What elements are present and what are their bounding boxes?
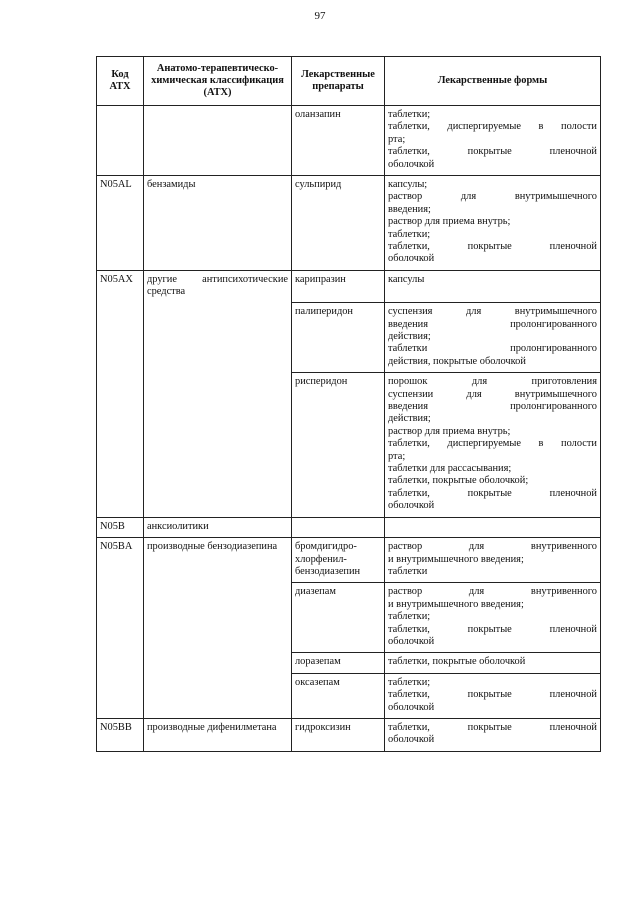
page-number: 97 xyxy=(314,10,326,22)
dosage-forms-cell xyxy=(385,373,601,517)
dosage-form-line: таблетки, покрытые пленочной xyxy=(388,623,597,635)
atx-classification-cell: бензамиды xyxy=(144,176,292,271)
drug-name-cell: карипразин xyxy=(292,270,385,302)
table-row xyxy=(97,718,601,751)
atx-table-container xyxy=(96,56,600,752)
atx-code-cell: N05BA xyxy=(97,538,144,583)
drug-name-cell: оксазепам xyxy=(292,673,385,718)
dosage-form-line: таблетки, покрытые оболочкой; xyxy=(388,475,529,487)
drug-name-cell: сульпирид xyxy=(292,176,385,271)
dosage-form-line: таблетки; xyxy=(388,109,431,120)
atx-classification-cell xyxy=(144,373,292,517)
table-header-row xyxy=(97,57,601,106)
dosage-form-line: оболочкой xyxy=(388,253,435,265)
dosage-form-line: оболочкой xyxy=(388,701,435,713)
table-row xyxy=(97,673,601,718)
dosage-forms-cell xyxy=(385,583,601,653)
atx-code-cell: N05B xyxy=(97,517,144,537)
dosage-form-line: оболочкой xyxy=(388,500,435,512)
dosage-form-line: таблетки, диспергируемые в полости xyxy=(388,438,597,450)
dosage-forms-cell xyxy=(385,673,601,718)
dosage-forms-cell xyxy=(385,303,601,373)
drug-name-cell: диазепам xyxy=(292,583,385,653)
header-code: Код АТХ xyxy=(97,57,144,106)
dosage-form-line: таблетки, покрытые пленочной xyxy=(388,487,597,499)
dosage-form-line: таблетки для рассасывания; xyxy=(388,463,512,475)
dosage-form-line: раствор для приема внутрь; xyxy=(388,425,511,437)
dosage-form-line: действия; xyxy=(388,413,431,425)
dosage-form-line: действия, покрытые оболочкой xyxy=(388,355,526,367)
table-row xyxy=(97,583,601,653)
dosage-form-line: введения; xyxy=(388,203,431,215)
table-row xyxy=(97,106,601,176)
drug-name-cell: рисперидон xyxy=(292,373,385,517)
atx-classification-cell xyxy=(144,303,292,373)
dosage-form-line: таблетки, покрытые пленочной xyxy=(388,146,597,158)
drug-name-cell: бромдигидро-хлорфенил-бензодиазепин xyxy=(292,538,385,583)
dosage-forms-cell xyxy=(385,517,601,537)
dosage-form-line: суспензия для внутримышечного xyxy=(388,306,597,318)
dosage-form-line: оболочкой xyxy=(388,734,435,746)
dosage-forms-cell xyxy=(385,270,601,302)
atx-classification-cell xyxy=(144,583,292,653)
drug-name-cell: оланзапин xyxy=(292,106,385,176)
atx-code-cell xyxy=(97,373,144,517)
table-row xyxy=(97,517,601,537)
atx-table xyxy=(96,56,601,752)
atx-classification-cell xyxy=(144,653,292,673)
dosage-form-line: таблетки, покрытые оболочкой xyxy=(388,656,526,668)
table-row xyxy=(97,653,601,673)
drug-name-cell xyxy=(292,517,385,537)
header-forms: Лекарственные формы xyxy=(385,57,601,106)
atx-classification-cell xyxy=(144,106,292,176)
atx-code-cell: N05BB xyxy=(97,718,144,751)
header-drugs: Лекарственные препараты xyxy=(292,57,385,106)
table-row xyxy=(97,303,601,373)
atx-classification-cell: производные дифенилметана xyxy=(144,718,292,751)
dosage-form-line: раствор для приема внутрь; xyxy=(388,216,511,228)
dosage-form-line: оболочкой xyxy=(388,158,435,170)
atx-classification-cell: производные бензодиазепина xyxy=(144,538,292,583)
dosage-form-line: таблетки; xyxy=(388,611,431,623)
dosage-form-line: суспензии для внутримышечного xyxy=(388,388,597,400)
table-row xyxy=(97,270,601,302)
atx-code-cell: N05AX xyxy=(97,270,144,302)
table-body xyxy=(97,106,601,752)
atx-code-cell: N05AL xyxy=(97,176,144,271)
table-row xyxy=(97,176,601,271)
dosage-form-line: таблетки, покрытые пленочной xyxy=(388,689,597,701)
atx-classification-cell xyxy=(144,673,292,718)
dosage-form-line: действия; xyxy=(388,331,431,342)
drug-name-cell: лоразепам xyxy=(292,653,385,673)
drug-name-cell: гидроксизин xyxy=(292,718,385,751)
dosage-forms-cell xyxy=(385,176,601,271)
dosage-form-line: введения пролонгированного xyxy=(388,401,597,413)
dosage-form-line: капсулы xyxy=(388,273,425,285)
dosage-form-line: раствор для внутривенного xyxy=(388,541,597,553)
dosage-form-line: порошок для приготовления xyxy=(388,376,597,388)
dosage-form-line: и внутримышечного введения; xyxy=(388,598,524,610)
dosage-form-line: таблетки, диспергируемые в полости xyxy=(388,121,597,133)
dosage-form-line: рта; xyxy=(388,133,406,145)
dosage-forms-cell xyxy=(385,653,601,673)
dosage-form-line: таблетки; xyxy=(388,676,431,688)
dosage-form-line: и внутримышечного введения; xyxy=(388,553,524,565)
dosage-form-line: раствор для внутривенного xyxy=(388,586,597,598)
atx-code-cell xyxy=(97,303,144,373)
atx-code-cell xyxy=(97,673,144,718)
atx-code-cell xyxy=(97,106,144,176)
dosage-forms-cell xyxy=(385,106,601,176)
atx-code-cell xyxy=(97,653,144,673)
table-row xyxy=(97,373,601,517)
dosage-forms-cell xyxy=(385,538,601,583)
dosage-form-line: таблетки, покрытые пленочной xyxy=(388,241,597,253)
dosage-form-line: таблетки пролонгированного xyxy=(388,343,597,355)
dosage-form-line: таблетки xyxy=(388,565,428,577)
dosage-form-line: оболочкой xyxy=(388,635,435,647)
dosage-forms-cell xyxy=(385,718,601,751)
table-row xyxy=(97,538,601,583)
dosage-form-line: раствор для внутримышечного xyxy=(388,191,597,203)
dosage-form-line: таблетки; xyxy=(388,228,431,240)
dosage-form-line: капсулы; xyxy=(388,179,428,191)
dosage-form-line: введения пролонгированного xyxy=(388,318,597,330)
atx-classification-cell: анксиолитики xyxy=(144,517,292,537)
atx-classification-cell: другие антипсихотические средства xyxy=(144,270,292,302)
header-classification: Анатомо-терапевтическо-химическая классификация (АТХ) xyxy=(144,57,292,106)
dosage-form-line: рта; xyxy=(388,450,406,462)
dosage-form-line: таблетки, покрытые пленочной xyxy=(388,721,597,733)
atx-code-cell xyxy=(97,583,144,653)
drug-name-cell: палиперидон xyxy=(292,303,385,373)
